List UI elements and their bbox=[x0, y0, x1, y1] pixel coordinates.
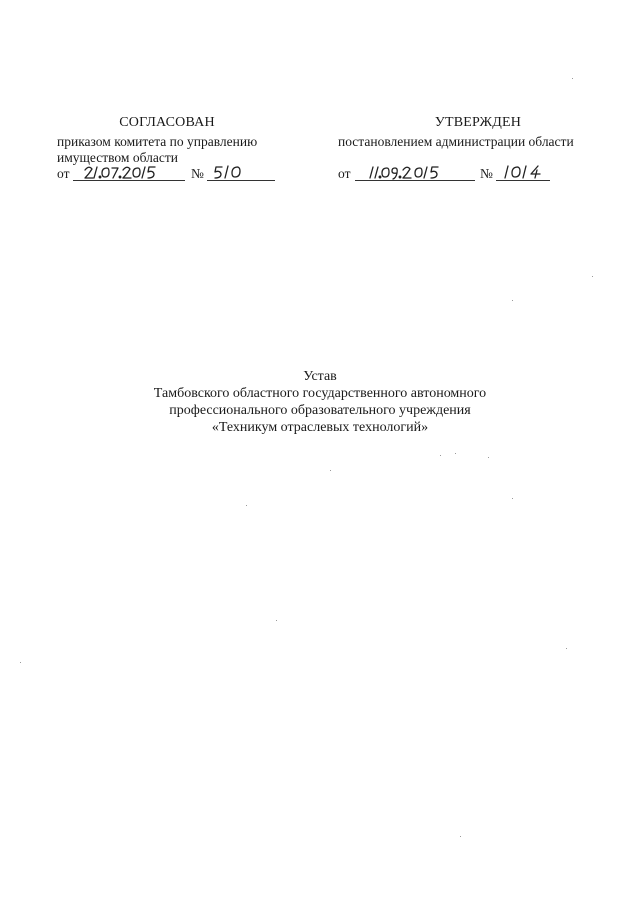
scan-speck bbox=[488, 457, 489, 458]
scan-speck bbox=[460, 836, 461, 837]
title-line-3: профессионального образовательного учреждения bbox=[169, 403, 471, 418]
left-date-handwriting bbox=[83, 162, 161, 182]
left-line-2: имуществом области bbox=[57, 150, 178, 165]
scan-speck bbox=[566, 648, 567, 649]
scan-speck bbox=[512, 300, 513, 301]
right-date-handwriting bbox=[368, 162, 450, 182]
right-number-prefix: № bbox=[480, 166, 493, 181]
left-heading: СОГЛАСОВАН bbox=[119, 115, 215, 130]
left-number-prefix: № bbox=[191, 166, 204, 181]
right-heading: УТВЕРЖДЕН bbox=[434, 115, 522, 130]
scan-speck bbox=[330, 470, 331, 471]
title-line-2: Тамбовского областного государственного автономного bbox=[153, 386, 487, 401]
scan-speck bbox=[20, 662, 21, 663]
title-line-4: «Техникум отраслевых технологий» bbox=[211, 420, 429, 435]
scan-speck bbox=[592, 276, 593, 277]
approval-block-left bbox=[57, 115, 287, 184]
scan-speck bbox=[512, 498, 513, 499]
scan-speck bbox=[276, 620, 277, 621]
title-line-1: Устав bbox=[303, 369, 337, 384]
approval-block-right bbox=[338, 115, 608, 184]
right-date-row bbox=[338, 166, 608, 184]
right-number-handwriting bbox=[502, 162, 546, 182]
left-line-1: приказом комитета по управлению bbox=[57, 134, 258, 149]
scan-speck bbox=[246, 505, 247, 506]
scan-speck bbox=[455, 453, 456, 454]
left-number-handwriting bbox=[212, 162, 248, 182]
right-date-prefix: от bbox=[338, 166, 351, 181]
document-title bbox=[100, 368, 540, 436]
left-date-prefix: от bbox=[57, 166, 70, 181]
scan-speck bbox=[572, 78, 573, 79]
left-date-row bbox=[57, 166, 287, 184]
right-line-1: постановлением администрации области bbox=[338, 134, 574, 149]
scan-speck bbox=[440, 455, 441, 456]
